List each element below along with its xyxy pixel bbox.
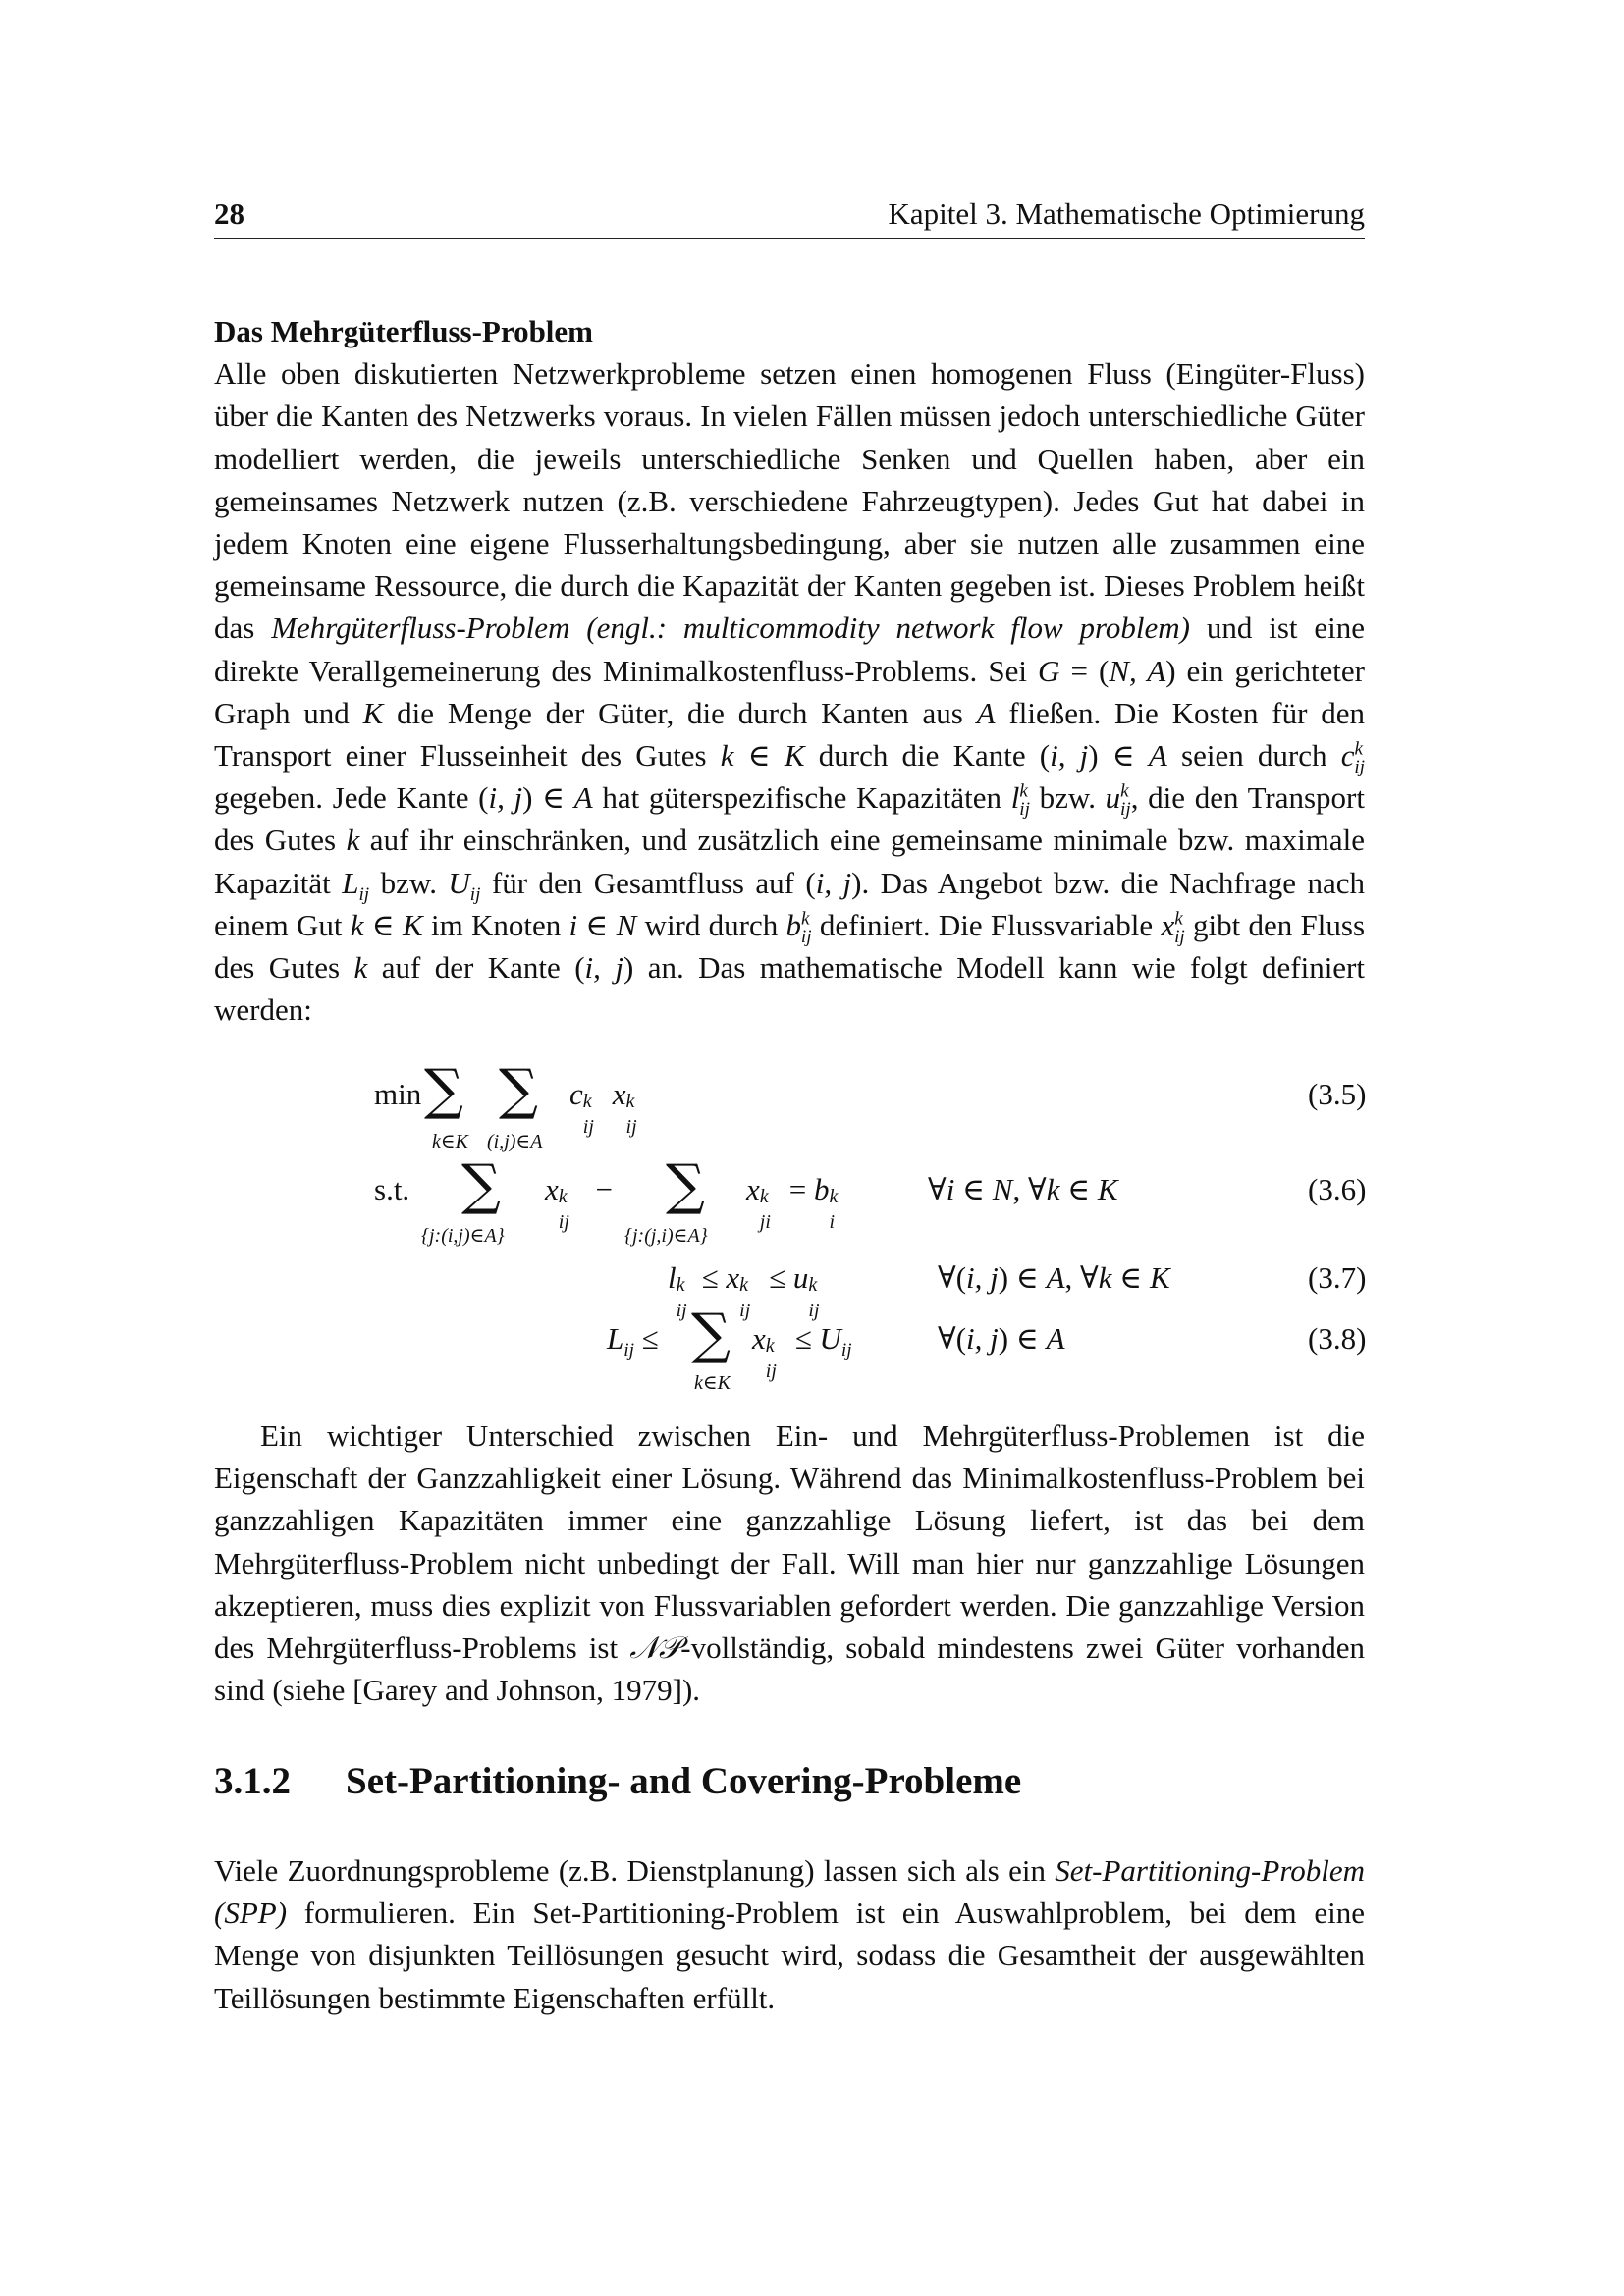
st-label: s.t.: [374, 1172, 410, 1206]
equation-number: (3.6): [1308, 1172, 1367, 1206]
sum-limit: k∈K: [432, 1131, 469, 1152]
running-header: [214, 196, 1365, 239]
mcf-intro: Alle oben diskutierten Netzwerkprobleme setzen einen homogenen Fluss (Eingüter-Fluss) über die Kanten des Netzwerks voraus. In vielen Fällen müssen jedoch unterschiedliche Güter modelliert werden, die jeweils unterschiedliche Senken und Quellen haben, aber ein gemeinsames Netzwerk nutzen (z.B. verschiedene Fahrzeugtypen). Jedes Gut hat dabei in jedem Knoten eine eigene Flusserhaltungsbedingung, aber sie nutzen alle zusammen eine gemeinsame Ressource, die durch die Kapazität der Kanten gegeben ist. Dieses Problem heißt das: [214, 356, 1365, 646]
sum-symbol: ∑: [666, 1153, 705, 1217]
joint-upper-bound: x k ij ≤ $U_{ij}$: [752, 1321, 852, 1382]
spp-term: Set-Partitioning-Problem (SPP): [214, 1853, 1365, 1931]
equation-number: (3.8): [1308, 1321, 1367, 1356]
section-number: 3.1.2: [214, 1760, 291, 1802]
sum-symbol: ∑: [499, 1058, 538, 1122]
quantifier: ∀(i, j) ∈ A, ∀k ∈ K: [938, 1260, 1170, 1295]
section-title: Set-Partitioning- and Covering-Probleme: [346, 1760, 1022, 1802]
quantifier: ∀i ∈ N, ∀k ∈ K: [928, 1172, 1118, 1206]
flow-in-term: x k ji = b k i: [746, 1172, 839, 1233]
paragraph2-text: Ein wichtiger Unterschied zwischen Ein- und Mehrgüterfluss-Problemen ist die Eigenschaft der Ganzzahligkeit einer Lösung. Während das Minimalkostenfluss-Problem bei ganzzahligen Kapazitäten immer eine ganzzahlige Lösung liefert, ist das bei dem Mehrgüterfluss-Problem nicht unbedingt der Fall. Will man hier nur ganzzahlige Lösungen akzeptieren, muss dies explizit von Flussvariablen gefordert werden. Die ganzzahlige Version des Mehrgüterfluss-Problems ist: [214, 1418, 1365, 1666]
paragraph2-end: -vollständig, sobald mindestens zwei Güter vorhanden sind (siehe [Garey and Johnson, 1979]).: [214, 1630, 1366, 1708]
mcf-paragraph-1: [214, 310, 1365, 1031]
page-number: 28: [214, 196, 244, 231]
np-symbol: 𝒩𝒫: [629, 1630, 681, 1666]
chapter-title: Kapitel 3. Mathematische Optimierung: [888, 196, 1365, 231]
mcf-heading: Das Mehrgüterfluss-Problem: [214, 314, 594, 348]
flow-out-term: x k ij −: [545, 1172, 613, 1233]
sum-limit: (i,j)∈A: [487, 1131, 543, 1152]
sum-limit: k∈K: [694, 1372, 731, 1394]
section-heading-3-1-2: [214, 1759, 1021, 1803]
mcf-term: Mehrgüterfluss-Problem (engl.: multicommodity network flow problem): [271, 611, 1190, 646]
min-operator: min: [374, 1077, 422, 1111]
sum-limit: {j:(j,i)∈A}: [624, 1225, 708, 1247]
quantifier: ∀(i, j) ∈ A: [938, 1321, 1065, 1356]
capacity-bounds: l k ij ≤ x k ij ≤ u k ij: [668, 1260, 820, 1321]
sum-symbol: ∑: [424, 1058, 463, 1122]
mcf-after-term: und ist eine direkte Verallgemeinerung des Minimalkostenfluss-Problems.: [214, 611, 1365, 688]
equation-number: (3.5): [1308, 1077, 1367, 1111]
spp-paragraph: [214, 1849, 1365, 2019]
mcf-formal-text: Sei G = (N, A) ein gerichteter Graph und K die Menge der Güter, die durch Kanten aus A fließen. Die Kosten für den Transport einer Flusseinheit des Gutes k ∈ K durch die Kante (i, j) ∈ A seien durch $c^k_{ij}$ gegeben. Jede Kante (i, j) ∈ A hat güterspezifische Kapazitäten $l^k_{ij}$ bzw. $u^k_{ij}$, die den Transport des Gutes k auf ihr einschränken, und zusätzlich eine gemeinsame minimale bzw. maximale Kapazität $L_{ij}$ bzw. $U_{ij}$ für den Gesamtfluss auf (i, j). Das Angebot bzw. die Nachfrage nach einem Gut k ∈ K im Knoten i ∈ N wird durch $b^k_{ij}$ definiert. Die Flussvariable $x^k_{ij}$ gibt den Fluss des Gutes k auf der Kante (i, j) an. Das mathematische Modell kann wie folgt definiert werden:: [214, 653, 1366, 1028]
equation-number: (3.7): [1308, 1260, 1367, 1295]
spp-text-b: formulieren. Ein Set-Partitioning-Problem ist ein Auswahlproblem, bei dem eine Menge von disjunkten Teillösungen gesucht wird, sodass die Gesamtheit der ausgewählten Teillösungen bestimmte Eigenschaften erfüllt.: [214, 1896, 1366, 2015]
joint-lower-bound: $L_{ij}$ ≤: [607, 1321, 659, 1362]
objective-term: c k ij x k ij: [569, 1077, 637, 1138]
sum-limit: {j:(i,j)∈A}: [421, 1225, 505, 1247]
sum-symbol: ∑: [461, 1153, 501, 1217]
spp-text-a: Viele Zuordnungsprobleme (z.B. Dienstplanung) lassen sich als ein: [214, 1853, 1046, 1888]
mcf-paragraph-2: [214, 1415, 1365, 1711]
sum-symbol: ∑: [691, 1303, 731, 1366]
